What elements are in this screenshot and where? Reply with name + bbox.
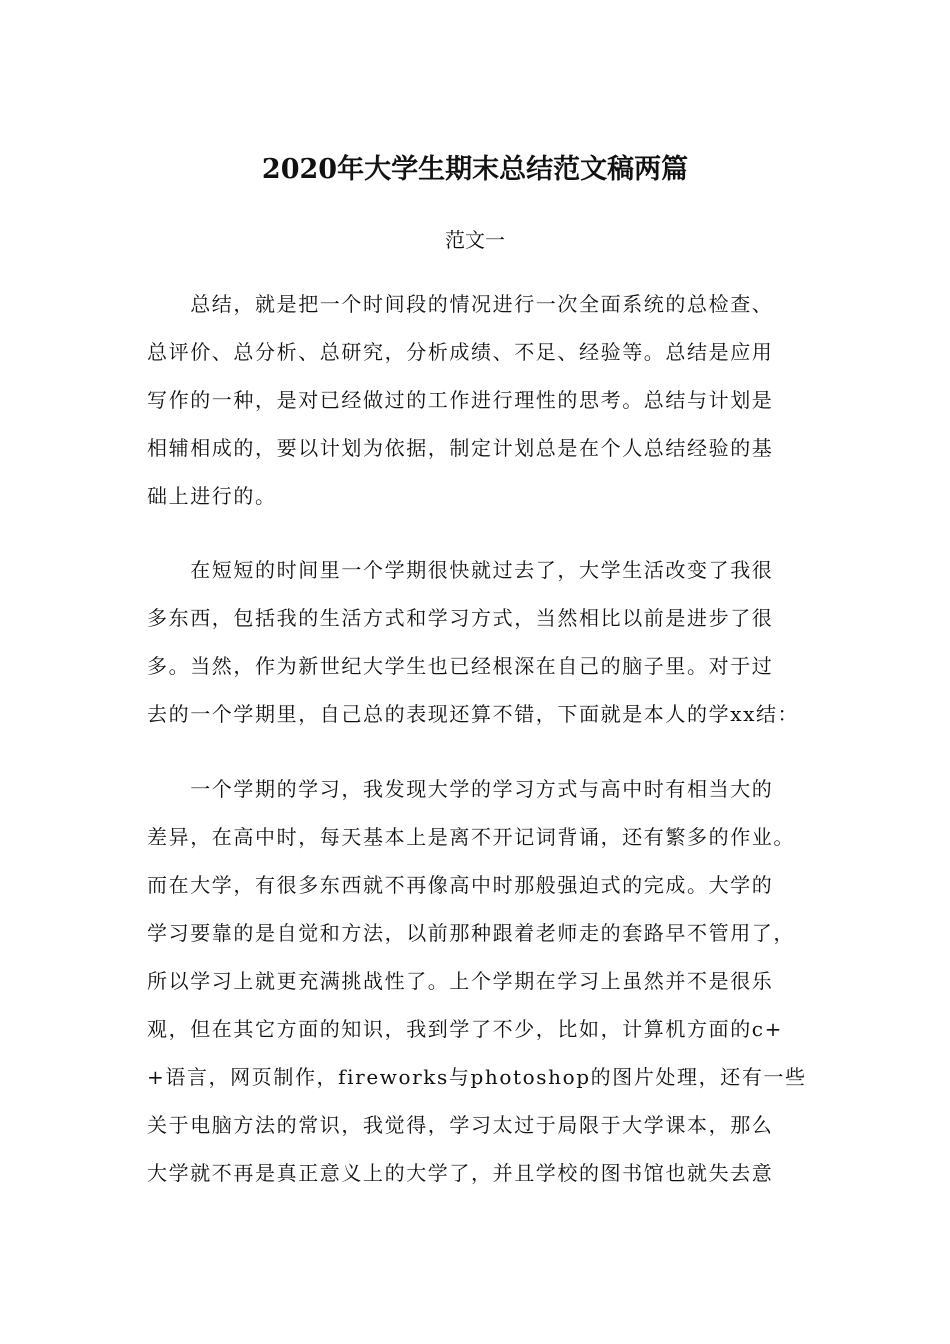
paragraph-line: 而在大学，有很多东西就不再像高中时那般强迫式的完成。大学的 bbox=[147, 873, 774, 897]
paragraph-line: 所以学习上就更充满挑战性了。上个学期在学习上虽然并不是很乐 bbox=[147, 969, 774, 993]
paragraph-line: 关于电脑方法的常识，我觉得，学习太过于局限于大学课本，那么 bbox=[147, 1113, 774, 1137]
paragraph-line: 学习要靠的是自觉和方法，以前那种跟着老师走的套路早不管用了， bbox=[147, 921, 795, 945]
paragraph-line: 差异，在高中时，每天基本上是离不开记词背诵，还有繁多的作业。 bbox=[147, 825, 795, 849]
paragraph-line: 多东西，包括我的生活方式和学习方式，当然相比以前是进步了很 bbox=[147, 606, 774, 630]
paragraph-line: +语言，网页制作，fireworks与photoshop的图片处理，还有一些 bbox=[147, 1065, 807, 1089]
paragraph-line: 大学就不再是真正意义上的大学了，并且学校的图书馆也就失去意 bbox=[147, 1161, 774, 1185]
paragraph-3 bbox=[147, 765, 807, 1197]
paragraph-line: 去的一个学期里，自己总的表现还算不错，下面就是本人的学xx结： bbox=[147, 702, 800, 726]
paragraph-line: 观，但在其它方面的知识，我到学了不少，比如，计算机方面的c+ bbox=[147, 1017, 783, 1041]
document-subtitle: 范文一 bbox=[445, 228, 505, 252]
paragraph-line: 相辅相成的，要以计划为依据，制定计划总是在个人总结经验的基 bbox=[147, 436, 774, 460]
paragraph-line: 总结，就是把一个时间段的情况进行一次全面系统的总检查、 bbox=[147, 292, 774, 316]
paragraph-line: 多。当然，作为新世纪大学生也已经根深在自己的脑子里。对于过 bbox=[147, 654, 774, 678]
paragraph-line: 写作的一种，是对已经做过的工作进行理性的思考。总结与计划是 bbox=[147, 388, 774, 412]
paragraph-1 bbox=[147, 280, 807, 520]
paragraph-line: 一个学期的学习，我发现大学的学习方式与高中时有相当大的 bbox=[147, 777, 774, 801]
paragraph-2 bbox=[147, 546, 807, 738]
paragraph-line: 在短短的时间里一个学期很快就过去了，大学生活改变了我很 bbox=[147, 558, 774, 582]
paragraph-line: 础上进行的。 bbox=[147, 484, 277, 508]
paragraph-line: 总评价、总分析、总研究，分析成绩、不足、经验等。总结是应用 bbox=[147, 340, 774, 364]
document-title: 2020年大学生期末总结范文稿两篇 bbox=[261, 154, 689, 185]
